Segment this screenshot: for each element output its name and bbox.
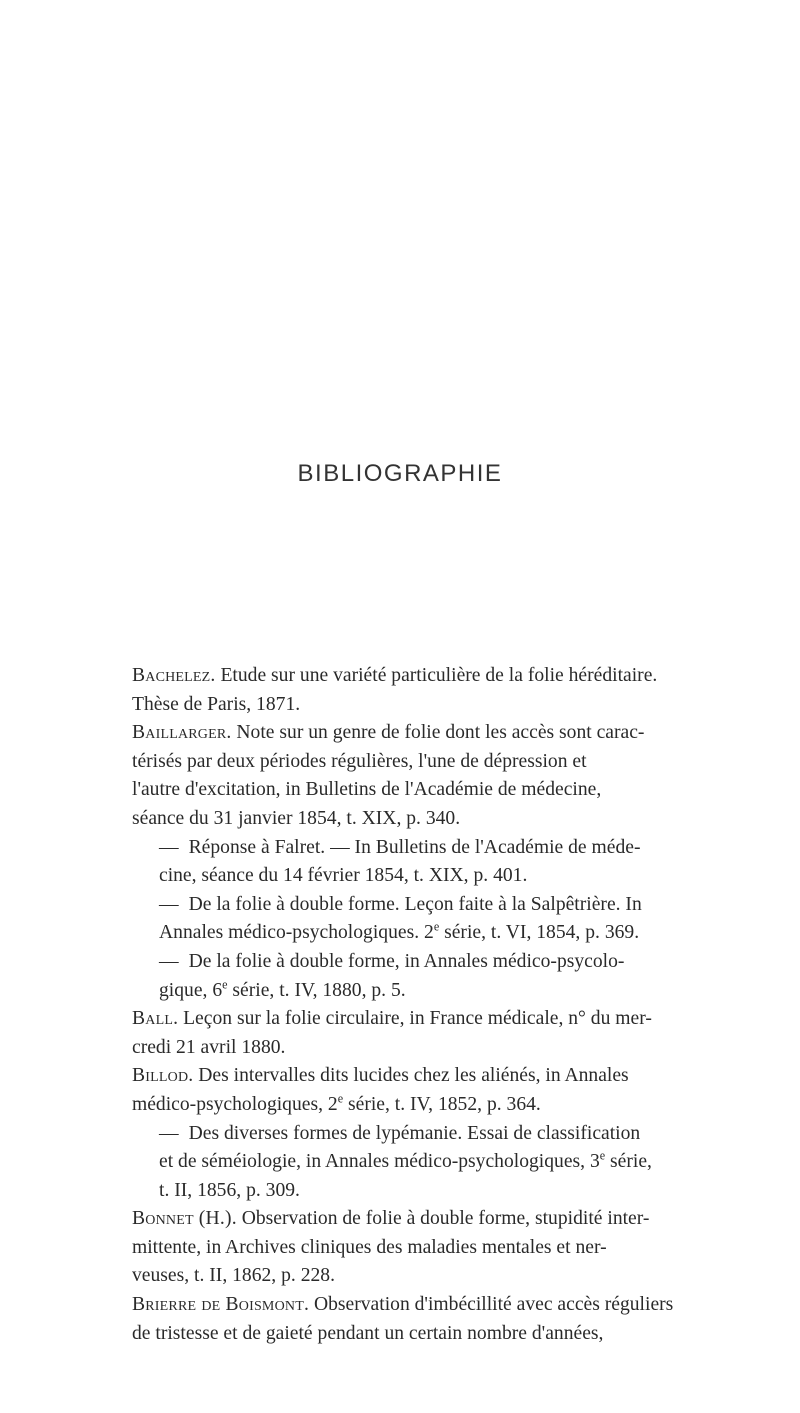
- entry-text-line: de tristesse et de gaieté pendant un certain nombre d'années,: [132, 1322, 604, 1344]
- entry-text-line: médico-psychologiques, 2e série, t. IV, 1852, p. 364.: [132, 1091, 541, 1115]
- entry-text-line: térisés par deux périodes régulières, l'une de dépression et: [132, 750, 587, 772]
- page-heading: BIBLIOGRAPHIE: [297, 460, 503, 487]
- bibliography-entry: [132, 1005, 772, 1062]
- entry-ditto-dash: —: [159, 836, 179, 858]
- entry-text-line: Thèse de Paris, 1871.: [132, 693, 301, 715]
- entry-text-line: Observation de folie à double forme, stupidité inter-: [241, 1208, 650, 1230]
- entry-text-line: Des intervalles dits lucides chez les aliénés, in Annales: [198, 1065, 629, 1087]
- bibliography-entry: [132, 1291, 772, 1348]
- bibliography-entry: [132, 1120, 772, 1206]
- bibliography-list: [132, 662, 772, 1348]
- entry-author: Brierre de Boismont.: [132, 1294, 310, 1316]
- entry-text-line: credi 21 avril 1880.: [132, 1036, 286, 1058]
- entry-text-line: et de séméiologie, in Annales médico-psychologiques, 3e série,: [159, 1148, 652, 1173]
- bibliography-entry: [132, 834, 772, 891]
- entry-text-line: Des diverses formes de lypémanie. Essai de classification: [188, 1122, 641, 1144]
- bibliography-entry: [132, 1062, 772, 1119]
- entry-text-line: l'autre d'excitation, in Bulletins de l'Académie de médecine,: [132, 779, 602, 801]
- entry-text-line: veuses, t. II, 1862, p. 228.: [132, 1265, 335, 1287]
- entry-text-line: Etude sur une variété particulière de la folie héréditaire.: [220, 665, 658, 686]
- entry-text-line: Réponse à Falret. — In Bulletins de l'Académie de méde-: [188, 836, 641, 858]
- entry-ditto-dash: —: [159, 1122, 179, 1144]
- entry-text-line: séance du 31 janvier 1854, t. XIX, p. 340.: [132, 807, 461, 829]
- bibliography-entry: [132, 719, 772, 833]
- bibliography-entry: [132, 1205, 772, 1291]
- entry-author: Ball.: [132, 1008, 179, 1030]
- entry-text-line: mittente, in Archives cliniques des maladies mentales et ner-: [132, 1236, 607, 1258]
- entry-author: Baillarger.: [132, 722, 232, 744]
- entry-text-line: De la folie à double forme, in Annales médico-psycolo-: [188, 950, 625, 972]
- entry-author: Billod.: [132, 1065, 194, 1087]
- entry-text-line: Note sur un genre de folie dont les accès sont carac-: [236, 722, 645, 744]
- entry-text-line: Annales médico-psychologiques. 2e série, t. VI, 1854, p. 369.: [159, 919, 640, 944]
- bibliography-entry: [132, 891, 772, 948]
- entry-author: Bachelez.: [132, 665, 216, 686]
- bibliography-entry: [132, 662, 772, 719]
- entry-text-line: t. II, 1856, p. 309.: [159, 1179, 300, 1201]
- entry-author: Bonnet (H.).: [132, 1208, 237, 1230]
- entry-ditto-dash: —: [159, 893, 179, 915]
- entry-text-line: gique, 6e série, t. IV, 1880, p. 5.: [159, 977, 406, 1001]
- entry-text-line: De la folie à double forme. Leçon faite à la Salpêtrière. In: [188, 893, 642, 915]
- entry-text-line: Leçon sur la folie circulaire, in France médicale, n° du mer-: [183, 1008, 652, 1030]
- entry-text-line: Observation d'imbécillité avec accès réguliers: [313, 1294, 674, 1316]
- entry-text-line: cine, séance du 14 février 1854, t. XIX, p. 401.: [159, 865, 528, 887]
- bibliography-entry: [132, 948, 772, 1005]
- entry-ditto-dash: —: [159, 950, 179, 972]
